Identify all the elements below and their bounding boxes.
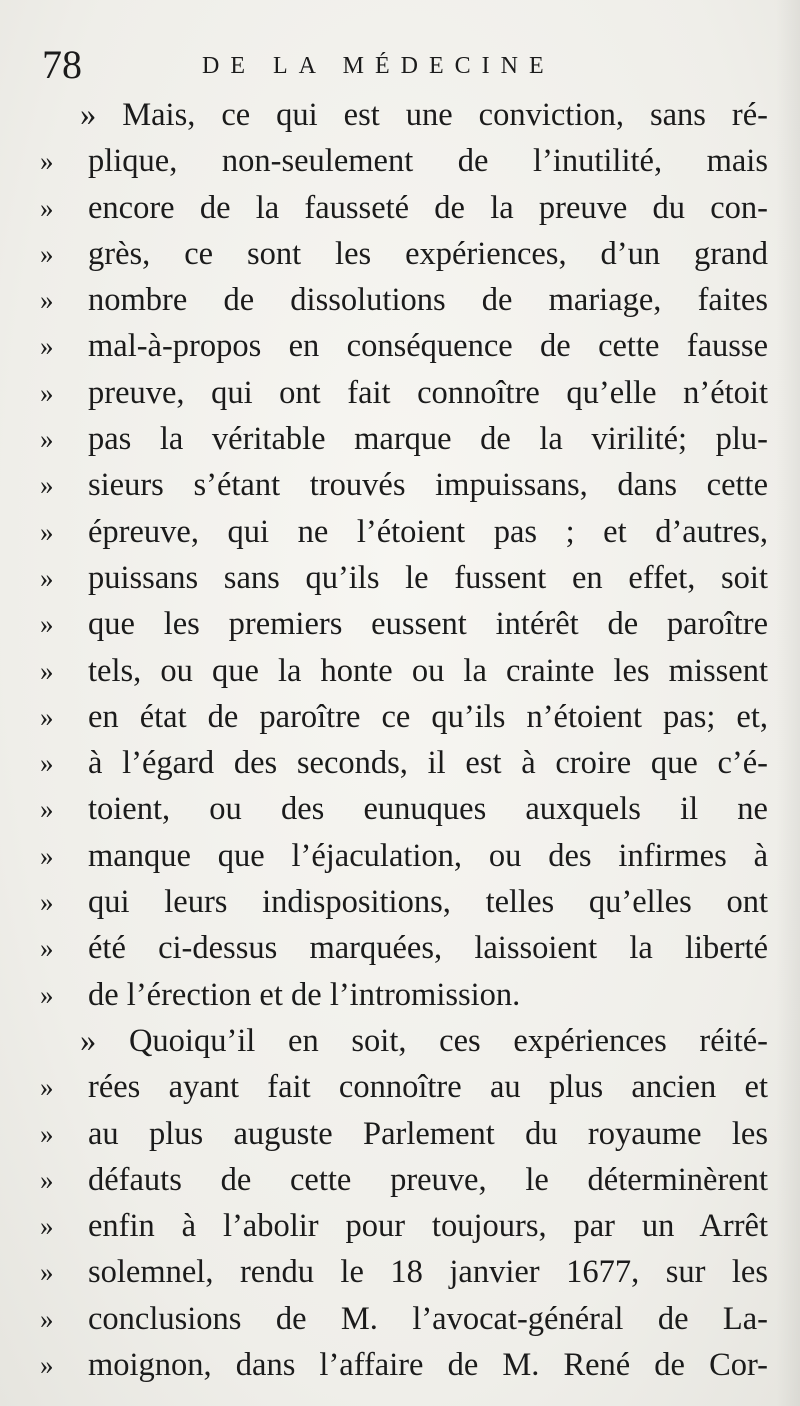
quote-mark: »	[40, 238, 54, 269]
text-line	[40, 1018, 768, 1064]
line-text: défauts de cette preuve, le déterminèrent	[88, 1161, 768, 1198]
quote-mark: »	[40, 701, 54, 732]
page-header	[42, 40, 762, 90]
page-number: 78	[42, 42, 82, 87]
quote-mark: »	[40, 887, 54, 918]
quote-mark: »	[40, 794, 54, 825]
quote-mark: »	[40, 192, 54, 223]
text-line	[40, 231, 768, 277]
line-text: au plus auguste Parlement du royaume les	[88, 1115, 768, 1152]
text-line	[40, 138, 768, 184]
text-line	[40, 1249, 768, 1295]
text-line	[40, 277, 768, 323]
quote-mark: »	[40, 1350, 54, 1381]
quote-mark: »	[40, 1164, 54, 1195]
line-text: toient, ou des eunuques auxquels il ne	[88, 791, 768, 828]
text-line	[40, 1111, 768, 1157]
body-text	[40, 92, 768, 1388]
text-line	[40, 323, 768, 369]
quote-mark: »	[40, 1118, 54, 1149]
text-line	[40, 462, 768, 508]
line-text: puissans sans qu’ils le fussent en effet, soit	[88, 559, 768, 596]
line-text: sieurs s’étant trouvés impuissans, dans cette	[88, 467, 768, 504]
quote-mark: »	[40, 146, 54, 177]
line-text: » Mais, ce qui est une conviction, sans ré-	[80, 97, 768, 133]
quote-mark: »	[40, 1303, 54, 1334]
line-text: solemnel, rendu le 18 janvier 1677, sur les	[88, 1254, 768, 1291]
quote-mark: »	[40, 285, 54, 316]
quote-mark: »	[40, 933, 54, 964]
line-text: que les premiers eussent intérêt de paroître	[88, 606, 768, 643]
quote-mark: »	[40, 655, 54, 686]
page-edge-shadow	[776, 0, 800, 1406]
line-text: épreuve, qui ne l’étoient pas ; et d’autres,	[88, 513, 768, 550]
quote-mark: »	[40, 516, 54, 547]
line-text: encore de la fausseté de la preuve du con-	[88, 189, 768, 226]
text-line	[40, 555, 768, 601]
line-text: pas la véritable marque de la virilité; plu-	[88, 421, 768, 458]
text-line	[40, 370, 768, 416]
text-line	[40, 92, 768, 138]
line-text: tels, ou que la honte ou la crainte les missent	[88, 652, 768, 689]
text-line	[40, 740, 768, 786]
quote-mark: »	[40, 609, 54, 640]
text-line	[40, 833, 768, 879]
text-line	[40, 786, 768, 832]
line-text: à l’égard des seconds, il est à croire que c’é-	[88, 745, 768, 782]
text-line	[40, 185, 768, 231]
line-text: preuve, qui ont fait connoître qu’elle n’étoit	[88, 374, 768, 411]
quote-mark: »	[40, 424, 54, 455]
quote-mark: »	[40, 1211, 54, 1242]
text-line	[40, 509, 768, 555]
text-line	[40, 1203, 768, 1249]
quote-mark: »	[40, 331, 54, 362]
line-text: manque que l’éjaculation, ou des infirmes à	[88, 837, 768, 874]
text-line	[40, 925, 768, 971]
line-text: mal-à-propos en conséquence de cette fausse	[88, 328, 768, 365]
quote-mark: »	[40, 748, 54, 779]
line-text: qui leurs indispositions, telles qu’elles ont	[88, 884, 768, 921]
line-text: rées ayant fait connoître au plus ancien et	[88, 1069, 768, 1106]
text-line	[40, 648, 768, 694]
quote-mark: »	[40, 377, 54, 408]
line-text: été ci-dessus marquées, laissoient la liberté	[88, 930, 768, 967]
text-line	[40, 1342, 768, 1388]
quote-mark: »	[40, 470, 54, 501]
text-line	[40, 1064, 768, 1110]
line-text: grès, ce sont les expériences, d’un grand	[88, 235, 768, 272]
line-text: moignon, dans l’affaire de M. René de Cor-	[88, 1347, 768, 1384]
line-text: en état de paroître ce qu’ils n’étoient pas; et,	[88, 698, 768, 735]
text-line	[40, 972, 768, 1018]
text-line	[40, 879, 768, 925]
line-text: enfin à l’abolir pour toujours, par un Arrêt	[88, 1208, 768, 1245]
line-text: » Quoiqu’il en soit, ces expériences réité-	[80, 1022, 768, 1059]
line-text: plique, non-seulement de l’inutilité, mais	[88, 143, 768, 180]
quote-mark: »	[40, 1072, 54, 1103]
line-text: nombre de dissolutions de mariage, faites	[88, 282, 768, 319]
running-head: DE LA MÉDECINE	[202, 53, 555, 79]
line-text: conclusions de M. l’avocat-général de La-	[88, 1300, 768, 1337]
quote-mark: »	[40, 1257, 54, 1288]
text-line	[40, 601, 768, 647]
text-line	[40, 1296, 768, 1342]
quote-mark: »	[40, 979, 54, 1010]
quote-mark: »	[40, 840, 54, 871]
text-line	[40, 1157, 768, 1203]
line-text: de l’érection et de l’intromission.	[88, 976, 521, 1013]
text-line	[40, 694, 768, 740]
quote-mark: »	[40, 562, 54, 593]
text-line	[40, 416, 768, 462]
